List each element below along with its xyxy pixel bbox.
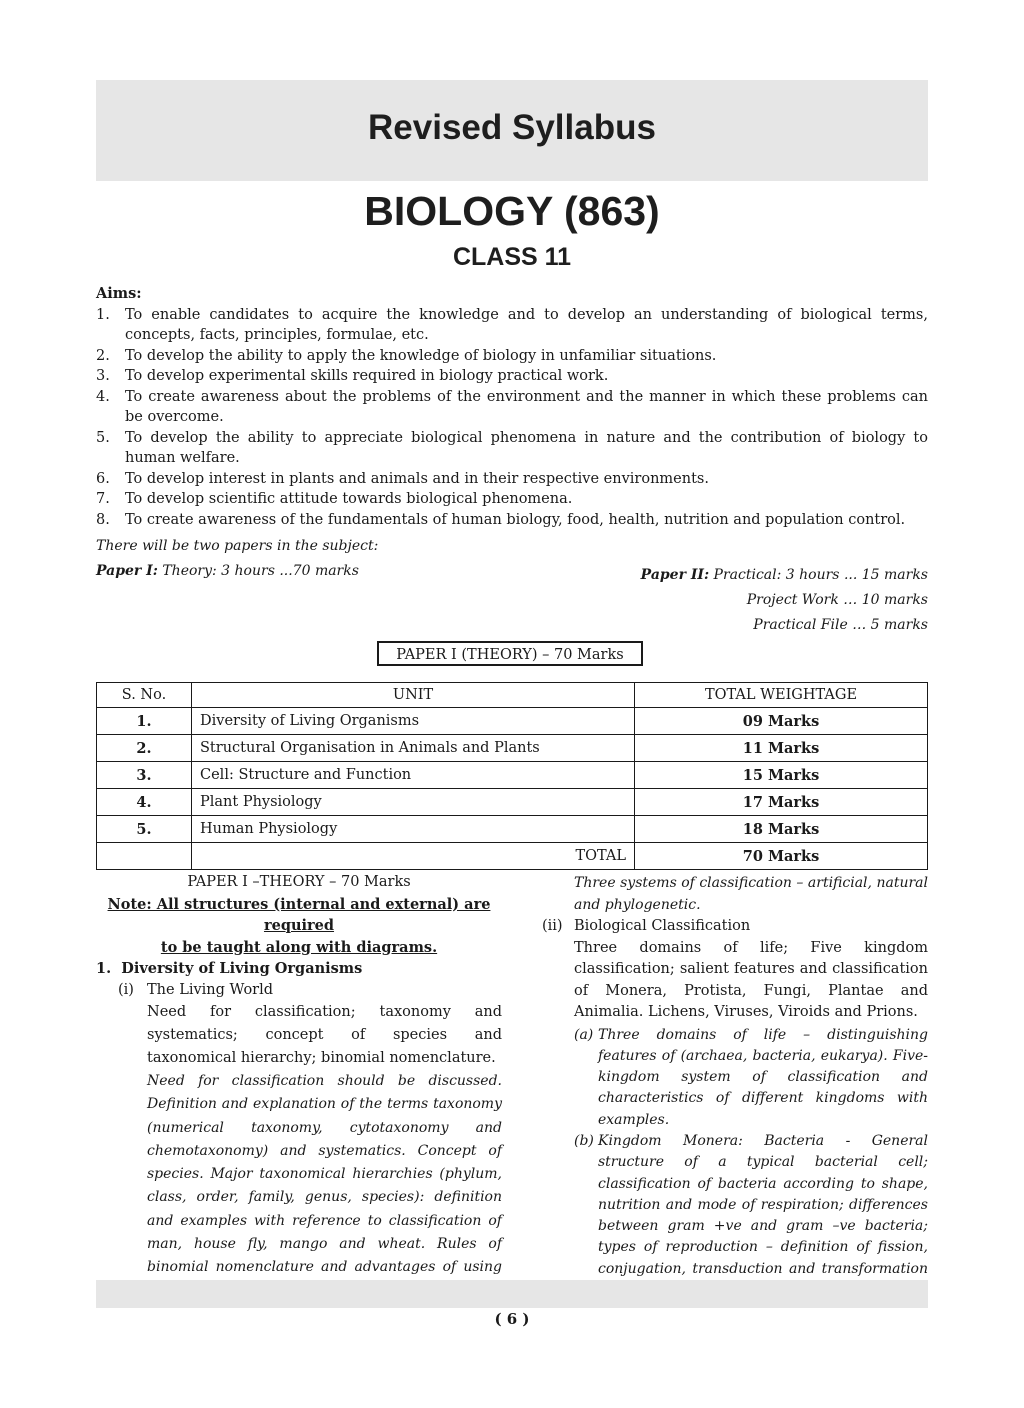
aims-section [96,284,928,530]
papers-intro: There will be two papers in the subject: [96,538,379,554]
aim-text: To develop the ability to apply the knowledge of biology in unfamiliar situations. [125,347,717,364]
table-row [97,789,928,816]
cell-unit: Cell: Structure and Function [192,762,635,789]
subunit-living-world [96,980,502,1303]
cell-sno: 5. [97,816,192,843]
unit-number: 1. [96,960,112,977]
aim-text: To develop experimental skills required in biology practical work. [125,368,609,384]
paper2-text: Practical: 3 hours ... 15 marks [709,567,928,583]
aim-number: 2. [96,347,110,364]
cell-unit: Human Physiology [192,816,635,843]
aim-text: To develop scientific attitude towards biological phenomena. [125,491,573,507]
table-row [97,762,928,789]
note-line-1: Note: All structures (internal and external) are required [107,895,491,934]
header-weightage: TOTAL WEIGHTAGE [635,683,928,708]
note-line-2: to be taught along with diagrams. [160,938,438,956]
paper1-info [96,563,359,579]
item-text: Kingdom Monera: Bacteria - General structure of a typical bacterial cell; classification of bacteria according to shape, nutrition and mode of respiration; differences between gram +ve and gram –ve bacteria; types of reproduction – definition of fission, conjugation, transduction and transformation [598,1132,928,1277]
aim-number: 7. [96,491,110,507]
aim-item [96,366,928,387]
item-label: (a) [574,1026,594,1043]
item-label: (b) [574,1132,594,1149]
aim-text: To create awareness of the fundamentals of human biology, food, health, nutrition and population control. [125,511,906,528]
cell-sno: 1. [97,708,192,735]
aim-text: To develop the ability to appreciate biological phenomena in nature and the contribution of biology to human welfare. [125,429,928,466]
paper1-text: Theory: 3 hours ...70 marks [157,563,359,579]
table-row [97,816,928,843]
aim-number: 5. [96,429,110,446]
aim-item [96,489,928,510]
total-label: TOTAL [192,843,635,870]
cell-sno: 2. [97,735,192,762]
theory-heading: PAPER I –THEORY – 70 Marks [187,874,411,890]
aim-item [96,510,928,531]
subunit-details: Need for classification should be discussed. Definition and explanation of the terms taxonomy (numerical taxonomy, cytotaxonomy and chemotaxonomy) and systematics. Concept of species. Major taxonomical hierarchies (phylum, class, order, family, genus, species): definition and examples with reference to classification of man, house fly, mango and wheat. Rules of binomial nomenclature and advantages of using [147,1073,502,1276]
aim-text: To develop interest in plants and animals and in their respective environments. [125,470,709,487]
aim-item [96,469,928,490]
cell-unit: Plant Physiology [192,789,635,816]
left-column [96,872,502,1303]
table-total-row [97,843,928,870]
theory-title-box: PAPER I (THEORY) – 70 Marks [377,641,643,666]
right-column [540,873,928,1301]
cell-marks: 17 Marks [635,789,928,816]
cell-marks: 18 Marks [635,816,928,843]
paper2-info [641,563,928,638]
aim-number: 8. [96,511,110,528]
class-title: CLASS 11 [452,243,572,271]
paper1-label: Paper I: [96,563,158,579]
total-marks: 70 Marks [635,843,928,870]
header-unit: UNIT [192,683,635,708]
aim-item [96,428,928,469]
footer-bar [96,1280,928,1308]
item-text: Three domains of life – distinguishing features of (archaea, bacteria, eukarya). Five-kingdom system of classification and characteristics of different kingdoms with examples. [598,1026,928,1128]
table-row [97,708,928,735]
cell-unit: Structural Organisation in Animals and Plants [192,735,635,762]
cell-empty [97,843,192,870]
cell-marks: 11 Marks [635,735,928,762]
subject-title: BIOLOGY (863) [364,188,660,234]
subunit-title: The Living World [147,981,274,998]
cell-marks: 09 Marks [635,708,928,735]
unit-heading [96,958,502,980]
subunit-number: (i) [118,981,134,998]
subunit-text: Three domains of life; Five kingdom classification; salient features and classification of Monera, Protista, Fungi, Plantae and Animalia. Lichens, Viruses, Viroids and Prions. [574,939,928,1020]
subunit-text: Need for classification; taxonomy and systematics; concept of species and taxonomical hierarchy; binomial nomenclature. [147,1004,502,1066]
paper2-label: Paper II: [640,567,710,583]
subunit-biological-classification [540,916,928,1301]
aim-number: 4. [96,388,110,405]
table-header-row [97,683,928,708]
cell-sno: 3. [97,762,192,789]
header-sno: S. No. [97,683,192,708]
weightage-table [96,682,928,870]
cell-marks: 15 Marks [635,762,928,789]
aim-text: To enable candidates to acquire the knowledge and to develop an understanding of biological terms, concepts, facts, principles, formulae, etc. [125,306,928,343]
aim-item [96,346,928,367]
aims-list [96,305,928,531]
unit-title: Diversity of Living Organisms [121,960,363,977]
aims-heading: Aims: [96,285,142,302]
aim-item [96,387,928,428]
table-row [97,735,928,762]
aim-text: To create awareness about the problems of the environment and the manner in which these problems can be overcome. [125,388,928,425]
banner-title: Revised Syllabus [368,108,656,147]
aim-number: 1. [96,306,110,323]
paper2-file: Practical File … 5 marks [753,617,928,633]
header-banner [96,80,928,181]
list-item [574,1025,928,1131]
list-item [574,1131,928,1301]
page-number: ( 6 ) [494,1310,530,1328]
aim-item [96,305,928,346]
subunit-title: Biological Classification [574,918,751,934]
cell-sno: 4. [97,789,192,816]
subunit-number: (ii) [542,918,563,934]
aim-number: 6. [96,470,110,487]
cell-unit: Diversity of Living Organisms [192,708,635,735]
classification-systems: Three systems of classification – artificial, natural and phylogenetic. [574,875,928,913]
aim-number: 3. [96,368,110,384]
paper2-project: Project Work … 10 marks [746,592,928,608]
